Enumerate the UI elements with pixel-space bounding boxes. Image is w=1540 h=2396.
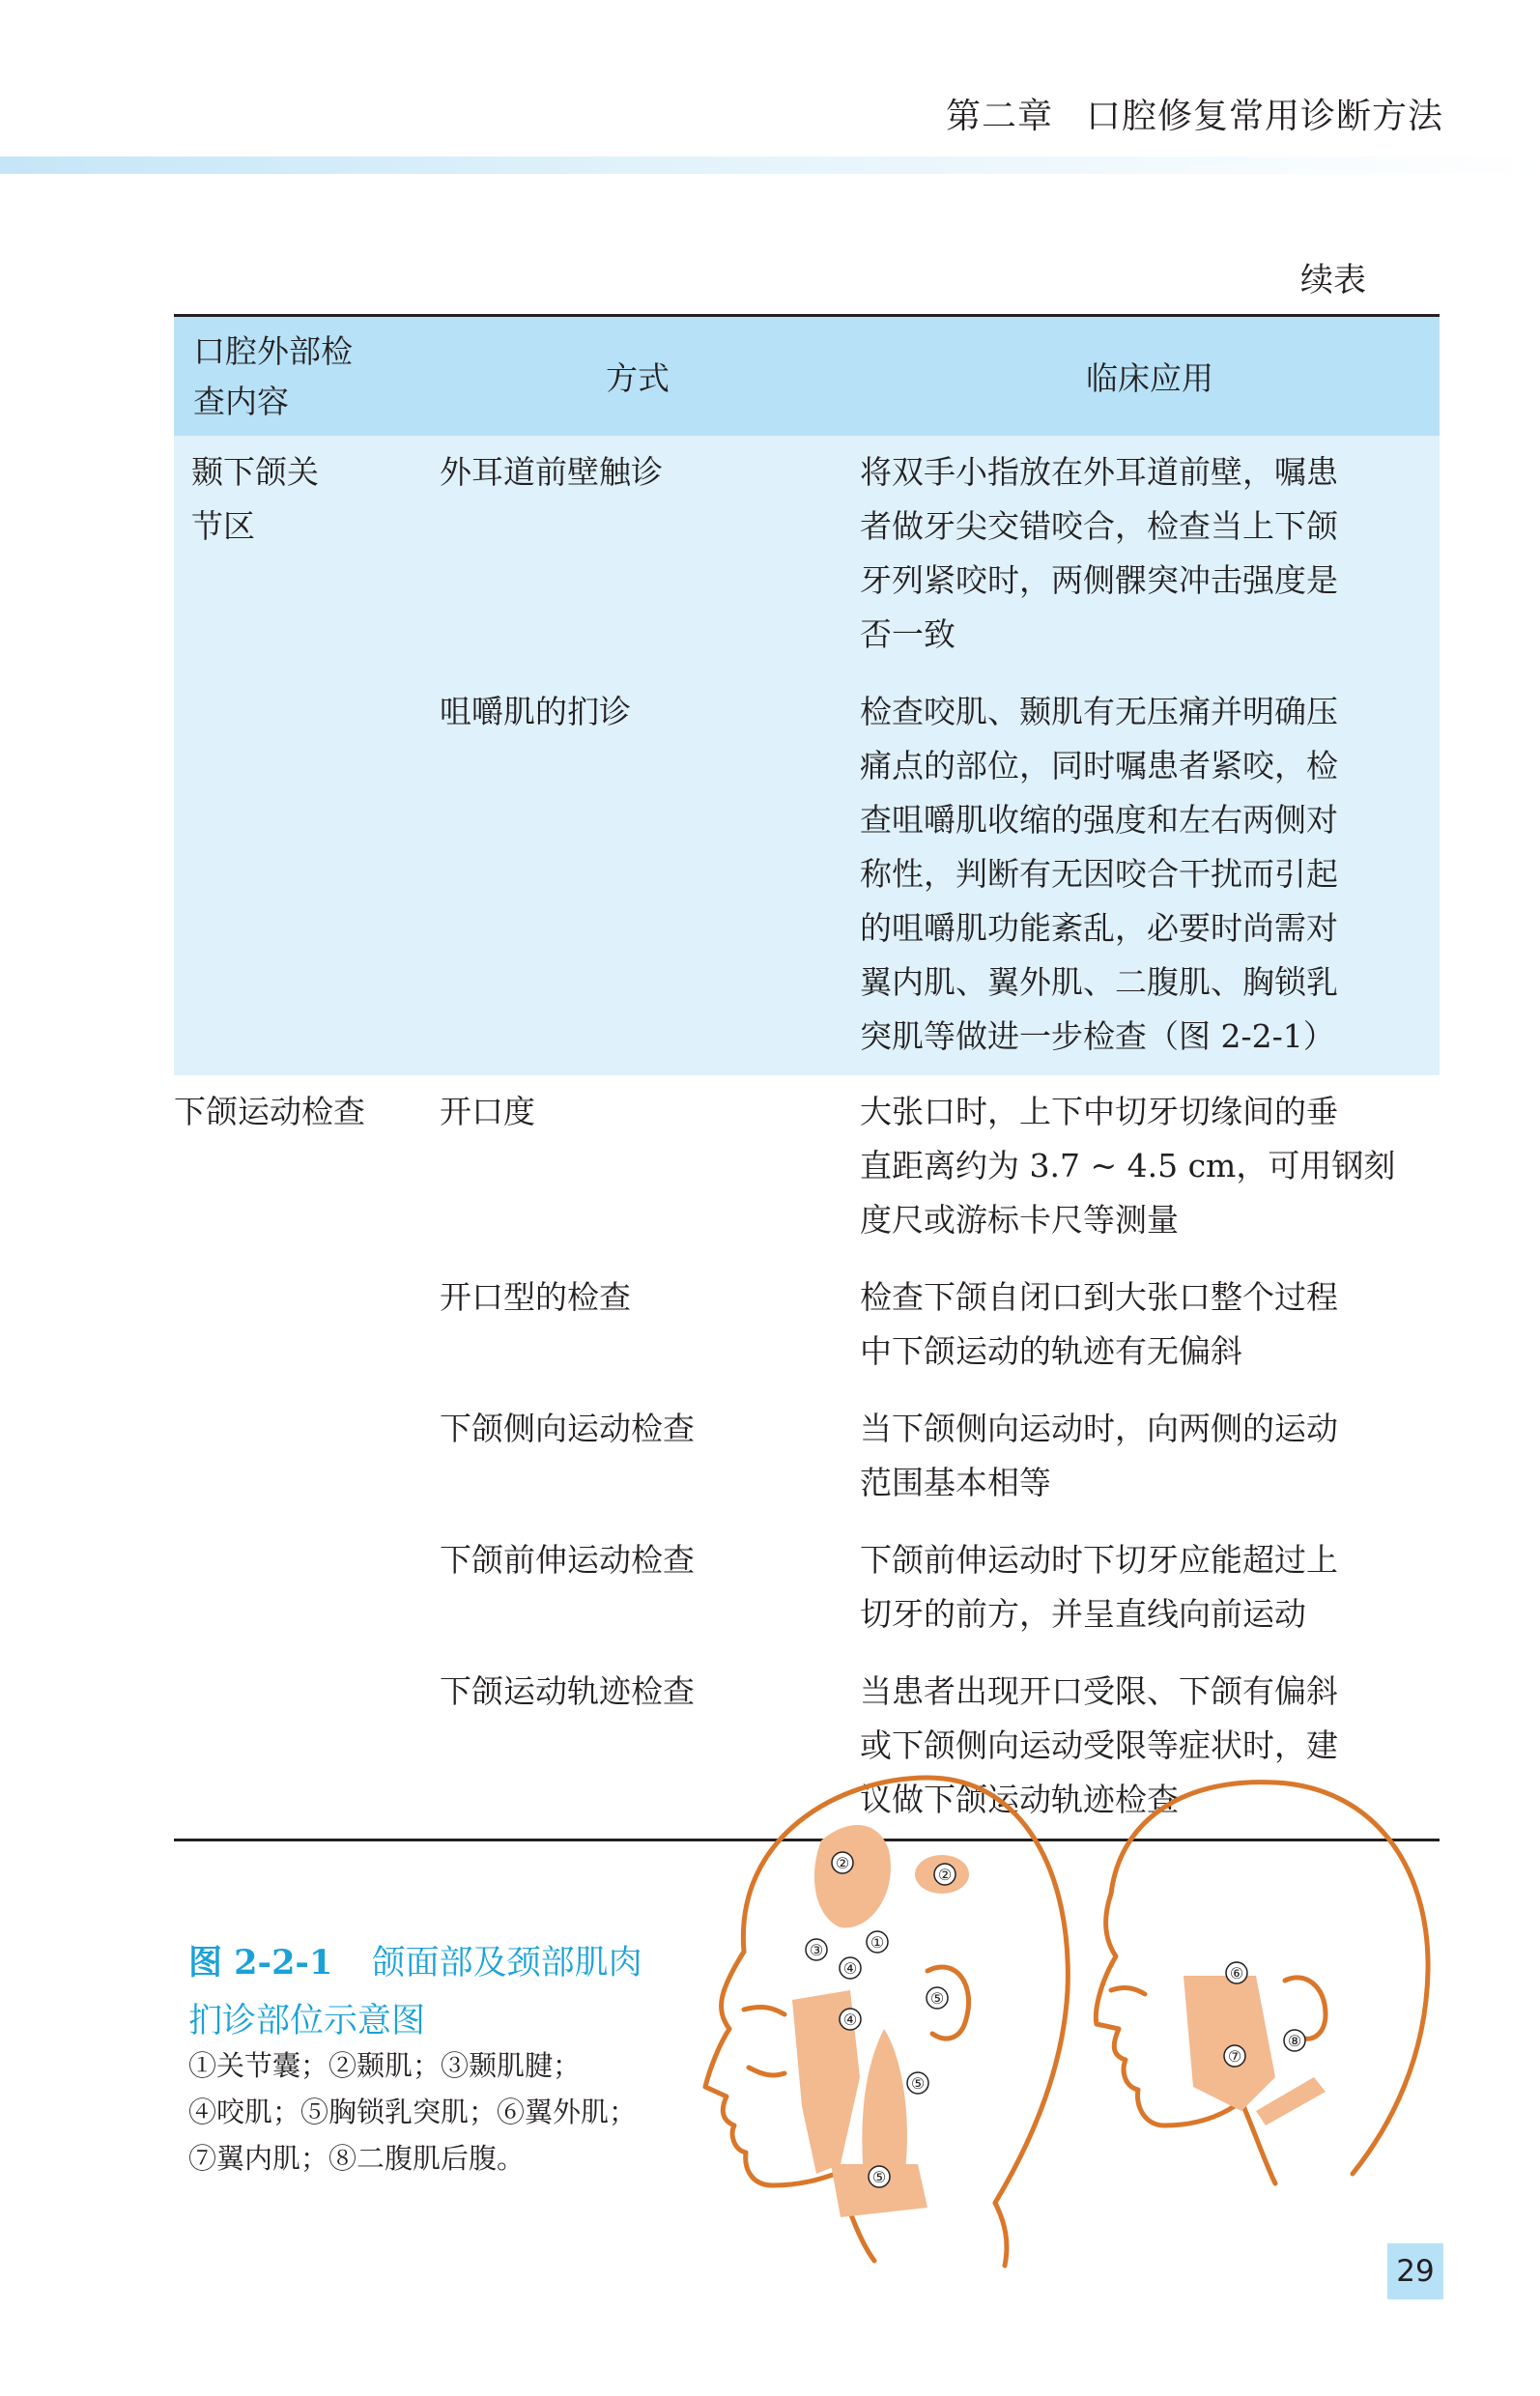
header-col-content: 口腔外部检 查内容 (193, 331, 353, 420)
fig-marker-6: ⑥ (1229, 1964, 1244, 1982)
continued-label: 续表 (1300, 261, 1366, 300)
application-line: 检查咬肌、颞肌有无压痛并明确压 (860, 693, 1338, 730)
application-line: 查咀嚼肌收缩的强度和左右两侧对 (860, 801, 1338, 839)
application-line: 称性，判断有无因咬合干扰而引起 (860, 855, 1338, 893)
fig-marker-4b: ④ (842, 2011, 858, 2029)
application-line: 否一致 (860, 615, 955, 653)
application-line: 度尺或游标卡尺等测量 (860, 1201, 1179, 1239)
application-line: 翼内肌、翼外肌、二腹肌、胸锁乳 (860, 963, 1338, 1001)
category-text: 节区 (191, 507, 255, 545)
application-line: 范围基本相等 (860, 1464, 1051, 1501)
method-cell: 咀嚼肌的扪诊 (440, 693, 631, 730)
application-line: 直距离约为 3.7 ~ 4.5 cm，可用钢刻 (860, 1147, 1396, 1184)
figure-title-part2: 扪诊部位示意图 (188, 2002, 426, 2040)
application-line: 检查下颌自闭口到大张口整个过程 (860, 1278, 1338, 1316)
legend-line: ①关节囊；②颞肌；③颞肌腱； (188, 2049, 582, 2082)
application-line: 突肌等做进一步检查（图 2-2-1） (860, 1017, 1335, 1055)
application-line: 当患者出现开口受限、下颌有偏斜 (860, 1672, 1338, 1710)
application-line: 牙列紧咬时，两侧髁突冲击强度是 (860, 561, 1338, 599)
application-line: 或下颌侧向运动受限等症状时，建 (860, 1726, 1338, 1764)
application-line: 中下颌运动的轨迹有无偏斜 (860, 1332, 1242, 1370)
fig-marker-8: ⑧ (1287, 2032, 1302, 2050)
fig-marker-1: ① (870, 1933, 885, 1952)
application-line: 痛点的部位，同时嘱患者紧咬，检 (860, 747, 1338, 784)
figure-title-part1: 颌面部及颈部肌肉 (371, 1944, 642, 1982)
figure-legend (188, 2042, 691, 2182)
figure-number: 图 2-2-1 (188, 1943, 333, 1982)
fig-marker-7: ⑦ (1227, 2047, 1242, 2066)
legend-line: ④咬肌；⑤胸锁乳突肌；⑥翼外肌； (188, 2096, 638, 2128)
application-line: 下颌前伸运动时下切牙应能超过上 (860, 1541, 1338, 1579)
fig-marker-3: ③ (809, 1941, 824, 1959)
fig-marker-4a: ④ (842, 1959, 858, 1978)
fig-marker-2a: ② (835, 1854, 850, 1872)
method-cell: 下颌侧向运动检查 (440, 1410, 695, 1447)
application-line: 当下颌侧向运动时，向两侧的运动 (860, 1410, 1338, 1447)
application-line: 将双手小指放在外耳道前壁，嘱患 (860, 453, 1338, 491)
category-text: 颞下颌关 (191, 453, 319, 491)
fig-marker-5a: ⑤ (929, 1989, 945, 2008)
fig-marker-5c: ⑤ (871, 2168, 887, 2186)
chapter-title: 口腔修复常用诊断方法 (1085, 97, 1443, 136)
application-line: 者做牙尖交错咬合，检查当上下颌 (860, 507, 1338, 545)
method-cell: 外耳道前壁触诊 (440, 453, 663, 491)
application-line: 议做下颌运动轨迹检查 (860, 1781, 1179, 1818)
legend-line: ⑦翼内肌；⑧二腹肌后腹。 (188, 2142, 526, 2175)
header-col-method: 方式 (606, 359, 670, 397)
category-text: 下颌运动检查 (174, 1093, 365, 1130)
page-number: 29 (1387, 2243, 1443, 2299)
header-col-application: 临床应用 (1086, 359, 1213, 397)
method-cell: 下颌运动轨迹检查 (440, 1672, 695, 1710)
fig-marker-2b: ② (937, 1866, 953, 1884)
figure-caption-title (188, 1934, 691, 2050)
application-line: 切牙的前方，并呈直线向前运动 (860, 1595, 1306, 1633)
method-cell: 下颌前伸运动检查 (440, 1541, 695, 1579)
chapter-number: 第二章 (945, 97, 1053, 136)
fig-marker-5b: ⑤ (910, 2074, 926, 2093)
application-line: 的咀嚼肌功能紊乱，必要时尚需对 (860, 909, 1338, 947)
method-cell: 开口型的检查 (440, 1278, 631, 1316)
application-line: 大张口时，上下中切牙切缘间的垂 (860, 1093, 1338, 1130)
method-cell: 开口度 (440, 1093, 535, 1130)
